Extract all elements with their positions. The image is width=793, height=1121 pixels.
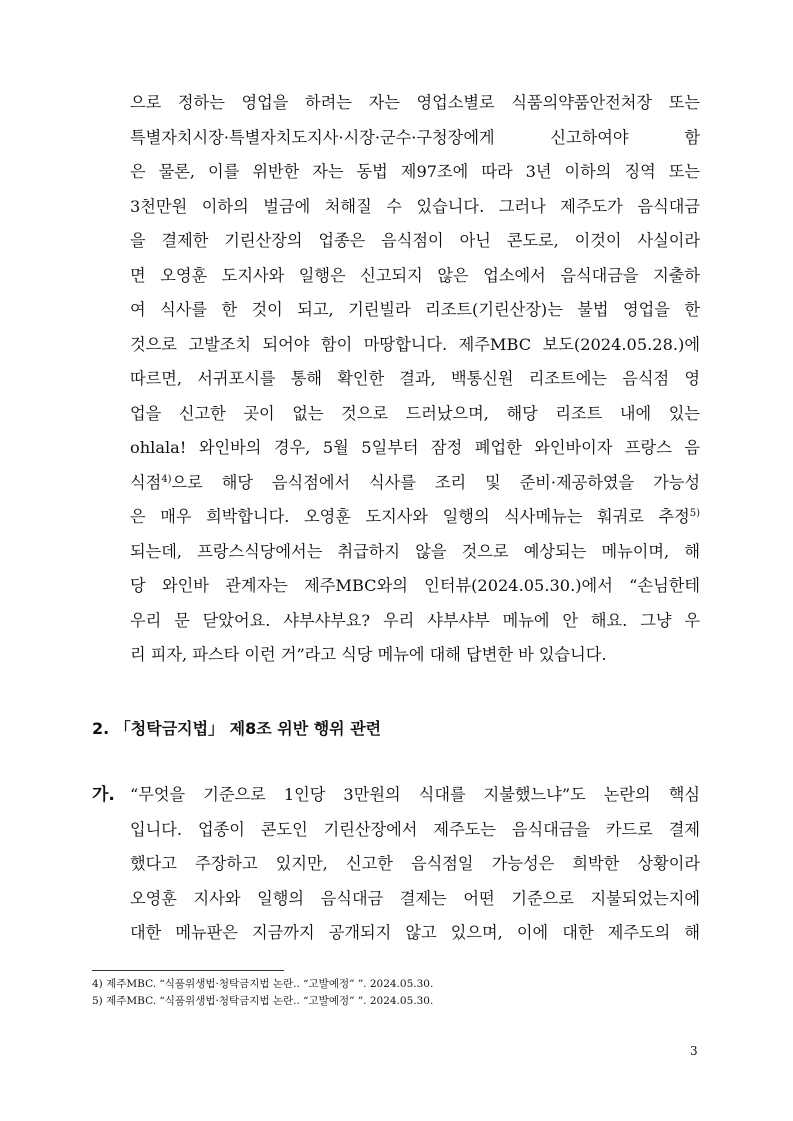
body-line-with-footnote <box>130 500 700 535</box>
body-line: 을 결제한 기린산장의 업종은 음식점이 아닌 콘도로, 이것이 사실이라 <box>130 231 700 250</box>
footnote-ref[interactable]: 5) <box>689 508 700 519</box>
item-marker: 가. <box>92 785 115 805</box>
body-line: 3천만원 이하의 벌금에 처해질 수 있습니다. 그러나 제주도가 음식대금 <box>130 196 700 216</box>
item-paragraph <box>130 778 700 951</box>
body-line: 은 물론, 이를 위반한 자는 동법 제97조에 따라 3년 이하의 징역 또는 <box>130 162 700 181</box>
section-heading: 2. 「청탁금지법」 제8조 위반 행위 관련 <box>92 719 382 738</box>
body-line: 우리 문 닫았어요. 샤부샤부요? 우리 샤부샤부 메뉴에 안 해요. 그냥 우 <box>130 610 700 630</box>
body-line: 여 식사를 한 것이 되고, 기린빌라 리조트(기린산장)는 불법 영업을 한 <box>130 300 700 319</box>
body-line: 되는데, 프랑스식당에서는 취급하지 않을 것으로 예상되는 메뉴이며, 해 <box>130 541 700 561</box>
body-line: 면 오영훈 도지사와 일행은 신고되지 않은 업소에서 음식대금을 지출하 <box>130 265 700 285</box>
body-line: 리 피자, 파스타 이런 거”라고 식당 메뉴에 대해 답변한 바 있습니다. <box>130 645 607 664</box>
footnote-item: 5) 제주MBC. “식품위생법·청탁금지법 논란.. “고발예정” ”. 2024.05.30. <box>92 995 434 1007</box>
body-line-rest: 으로 해당 음식점에서 식사를 조리 및 준비·제공하였을 가능성 <box>171 472 700 492</box>
item-line: “무엇을 기준으로 1인당 3만원의 식대를 지불했느냐”도 논란의 핵심 <box>130 785 700 804</box>
item-line: 오영훈 지사와 일행의 음식대금 결제는 어떤 기준으로 지불되었는지에 <box>130 888 700 908</box>
body-line-start: 식점 <box>130 472 162 492</box>
body-line: 따르면, 서귀포시를 통해 확인한 결과, 백통신원 리조트에는 음식점 영 <box>130 369 700 388</box>
item-line: 대한 메뉴판은 지금까지 공개되지 않고 있으며, 이에 대한 제주도의 해 <box>130 923 700 942</box>
footnotes <box>92 976 433 1010</box>
body-line: 것으로 고발조치 되어야 함이 마땅합니다. 제주MBC 보도(2024.05.28.)에 <box>130 334 700 354</box>
body-line: 으로 정하는 영업을 하려는 자는 영업소별로 식품의약품안전처장 또는 <box>130 93 700 112</box>
item-line: 입니다. 업종이 콘도인 기린산장에서 제주도는 음식대금을 카드로 결제 <box>130 819 700 839</box>
item-line: 했다고 주장하고 있지만, 신고한 음식점일 가능성은 희박한 상황이라 <box>130 854 700 873</box>
body-line: 당 와인바 관계자는 제주MBC와의 인터뷰(2024.05.30.)에서 “손님한테 <box>130 576 700 595</box>
body-line: ohlala! 와인바의 경우, 5월 5일부터 잠정 폐업한 와인바이자 프랑스 음 <box>130 438 700 457</box>
body-line-text: 은 매우 희박합니다. 오영훈 도지사와 일행의 식사메뉴는 훠궈로 추정 <box>130 507 690 526</box>
body-paragraph <box>130 86 700 673</box>
footnote-item: 4) 제주MBC. “식품위생법·청탁금지법 논란.. “고발예정” ”. 2024.05.30. <box>92 978 434 990</box>
footnote-ref[interactable]: 4) <box>161 473 172 485</box>
body-line: 특별자치시장·특별자치도지사·시장·군수·구청장에게 신고하여야 함 <box>130 127 700 147</box>
body-line: 업을 신고한 곳이 없는 것으로 드러났으며, 해당 리조트 내에 있는 <box>130 403 700 423</box>
footnote-divider <box>92 970 284 971</box>
body-line-with-footnote <box>130 466 700 501</box>
page-number: 3 <box>690 1044 698 1058</box>
